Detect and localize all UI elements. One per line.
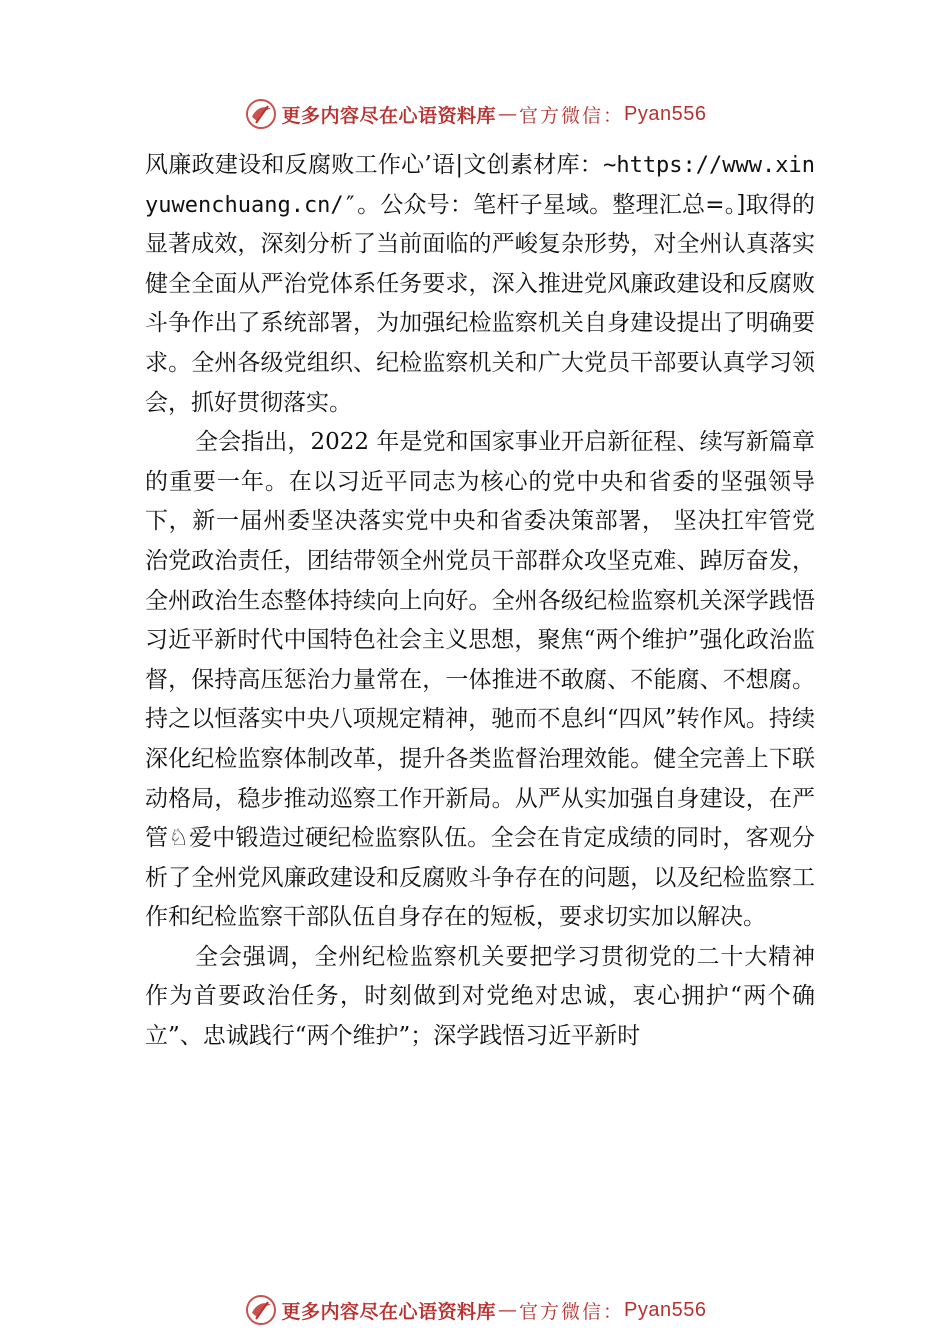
watermark-wechat-id: Pyan556 [624,1298,707,1321]
watermark-site-text: 更多内容尽在心语资料库 [281,104,497,127]
document-body [145,146,815,1057]
footer-watermark [0,1290,950,1330]
paragraph-2 [145,423,815,938]
header-watermark [0,94,950,134]
paragraph-1-text-b: 。公众号：笔杆子星域。整理汇总=。]取得的显著成效，深刻分析了当前面临的严峻复杂形势，对全州认真落实健全全面从严治党体系任务要求，深入推进党风廉政建设和反腐败斗争作出了系统部署，为加强纪检监察机关自身建设提出了明确要求。全州各级党组织、纪检监察机关和广大党员干部要认真学习领会，抓好贯彻落实。 [145,191,815,416]
paragraph-3 [145,938,815,1057]
watermark-wechat-label: 官方微信： [519,104,625,127]
paragraph-1-text-a: 风廉政建设和反腐败工作心’语|文创素材库： [145,152,604,178]
paragraph-1-url: ~https://www.xinyuwenchuang.cn/″ [145,153,815,218]
watermark-dash: — [498,1299,518,1321]
paragraph-1 [145,146,815,423]
paragraph-3-text: 全会强调，全州纪检监察机关要把学习贯彻党的二十大精神作为首要政治任务，时刻做到对党绝对忠诚，衷心拥护“两个确立”、忠诚践行“两个维护”；深学践悟习近平新时 [145,943,815,1050]
brand-logo-icon [244,97,278,131]
watermark-site-text: 更多内容尽在心语资料库 [281,1300,497,1323]
brand-logo-icon [244,1293,278,1327]
watermark-wechat-id: Pyan556 [624,102,707,125]
watermark-dash: — [498,103,518,125]
paragraph-2-text: 全会指出，2022 年是党和国家事业开启新征程、续写新篇章的重要一年。在以习近平同志为核心的党中央和省委的坚强领导下，新一届州委坚决落实党中央和省委决策部署， 坚决扛牢管党治党政治责任，团结带领全州党员干部群众攻坚克难、踔厉奋发，全州政治生态整体持续向上向好。全州各级纪检监察机关深学践悟习近平新时代中国特色社会主义思想，聚焦“两个维护”强化政治监督，保持高压惩治力量常在，一体推进不敢腐、不能腐、不想腐。持之以恒落实中央八项规定精神，驰而不息纠“四风”转作风。持续深化纪检监察体制改革，提升各类监督治理效能。健全完善上下联动格局，稳步推动巡察工作开新局。从严从实加强自身建设，在严管♘爱中锻造过硬纪检监察队伍。全会在肯定成绩的同时，客观分析了全州党风廉政建设和反腐败斗争存在的问题，以及纪检监察工作和纪检监察干部队伍自身存在的短板，要求切实加以解决。 [145,429,815,931]
watermark-wechat-label: 官方微信： [519,1300,625,1323]
